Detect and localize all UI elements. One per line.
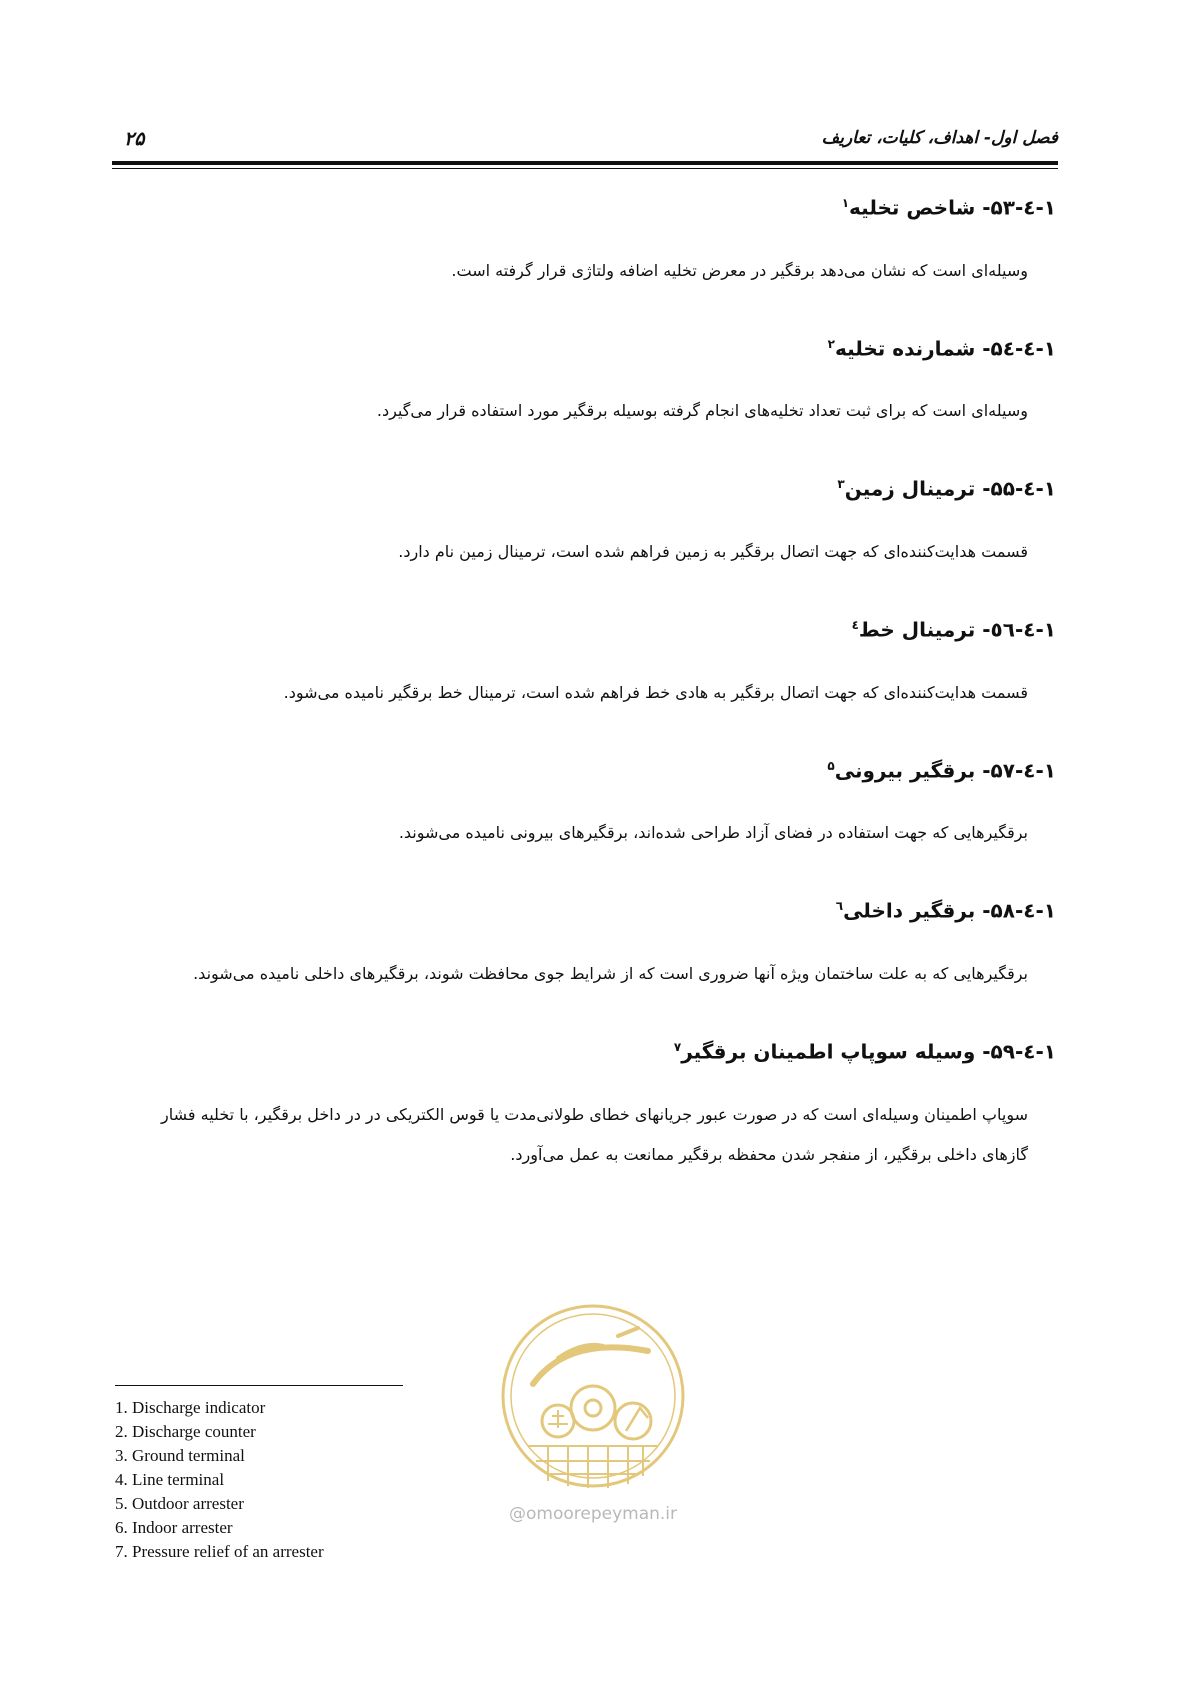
footnote-ref[interactable]: ۳ [837, 477, 845, 492]
footnote-item: 5. Outdoor arrester [115, 1494, 244, 1513]
footnote-separator [115, 1385, 403, 1386]
footnote-ref[interactable]: ۷ [673, 1039, 682, 1054]
footnote-ref[interactable]: ۱ [841, 196, 850, 210]
section-body: قسمت هدایت‌کننده‌ای که جهت اتصال برقگیر به هادی خط فراهم شده است، ترمینال خط برقگیر نامیده می‌شود. [283, 682, 1028, 702]
section-heading [112, 186, 1058, 225]
footnote-item: 6. Indoor arrester [115, 1518, 233, 1537]
footnote-item: 4. Line terminal [115, 1470, 225, 1489]
section-body: سوپاپ اطمینان وسیله‌ای است که در صورت عبور جریانهای خطای طولانی‌مدت یا قوس الکتریکی در در داخل برقگیر، با تخلیه فشار گازهای داخلی برقگیر، از منفجر شدن محفظه برقگیر ممانعت به عمل می‌آورد. [161, 1104, 1028, 1164]
section-body: وسیله‌ای است که نشان می‌دهد برقگیر در معرض تخلیه اضافه ولتاژی قرار گرفته است. [451, 260, 1028, 280]
section-outdoor-arrester [112, 749, 1058, 854]
section-heading [112, 608, 1058, 647]
section-line-terminal [112, 608, 1058, 713]
header-rule-thick [112, 161, 1058, 165]
heading-text: ۱-٤-۵۹- وسیله سوپاپ اطمینان برقگیر [681, 1039, 1056, 1064]
section-discharge-indicator [112, 186, 1058, 291]
footnote-item: 3. Ground terminal [115, 1446, 245, 1465]
footnotes [115, 1396, 324, 1564]
watermark [488, 1296, 698, 1556]
section-heading [112, 467, 1058, 506]
footnote-item: 1. Discharge indicator [115, 1398, 266, 1417]
heading-text: ۱-٤-۵٤- شمارنده تخلیه [834, 336, 1056, 361]
section-heading [112, 1030, 1058, 1069]
section-ground-terminal [112, 467, 1058, 572]
footnote-ref[interactable]: ٦ [835, 899, 844, 914]
header-rule-thin [112, 168, 1058, 169]
heading-text: ۱-٤-۵۸- برقگیر داخلی [843, 898, 1056, 923]
section-body: وسیله‌ای است که برای ثبت تعداد تخلیه‌های انجام گرفته بوسیله برقگیر مورد استفاده قرار می‌گیرد. [376, 401, 1028, 421]
section-body: برقگیرهایی که جهت استفاده در فضای آزاد طراحی شده‌اند، برقگیرهای بیرونی نامیده می‌شوند. [398, 823, 1028, 843]
section-body: برقگیرهایی که به علت ساختمان ویژه آنها ضروری است که از شرایط جوی محافظت شوند، برقگیرهای داخلی نامیده می‌شوند. [193, 963, 1028, 983]
section-heading [112, 889, 1058, 928]
page-body [112, 186, 1058, 1175]
heading-text: ۱-٤-۵۷- برقگیر بیرونی [834, 758, 1056, 783]
footnote-item: 2. Discharge counter [115, 1422, 256, 1441]
section-indoor-arrester [112, 889, 1058, 994]
watermark-logo-icon [488, 1296, 698, 1501]
footnote-ref[interactable]: ۲ [827, 336, 835, 351]
heading-text: ۱-٤-٥٦- ترمینال خط [858, 617, 1056, 642]
running-header [112, 128, 1058, 152]
heading-text: ۱-٤-۵۳- شاخص تخلیه [849, 195, 1056, 220]
watermark-domain: @omoorepeyman.ir [508, 1504, 678, 1524]
chapter-title: فصل اول- اهداف، کلیات، تعاریف [821, 128, 1058, 148]
section-heading [112, 327, 1058, 366]
heading-text: ۱-٤-۵۵- ترمینال زمین [844, 476, 1056, 501]
footnote-item: 7. Pressure relief of an arrester [115, 1542, 324, 1561]
page-number: ۲۵ [124, 128, 145, 150]
section-heading [112, 749, 1058, 788]
footnote-ref[interactable]: ٤ [851, 617, 859, 632]
section-discharge-counter [112, 327, 1058, 432]
footnote-ref[interactable]: ۵ [827, 758, 835, 773]
section-pressure-relief [112, 1030, 1058, 1175]
section-body: قسمت هدایت‌کننده‌ای که جهت اتصال برقگیر به زمین فراهم شده است، ترمینال زمین نام دارد. [398, 541, 1028, 561]
